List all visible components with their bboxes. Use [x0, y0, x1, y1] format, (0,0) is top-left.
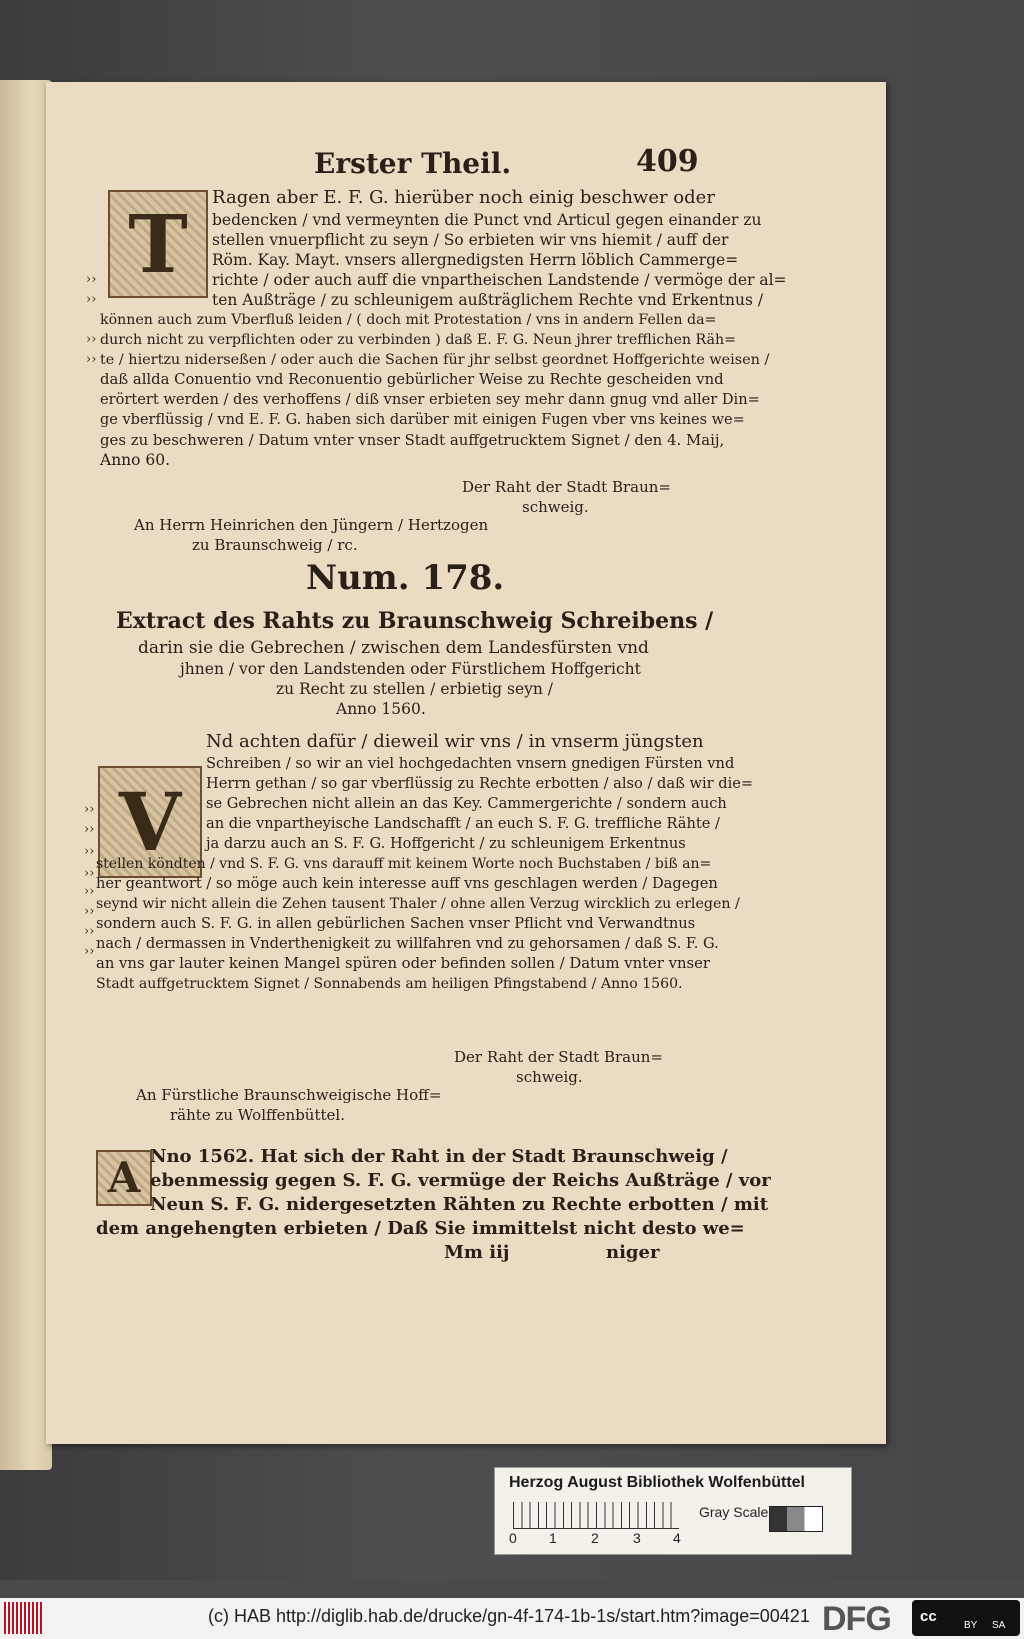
gray-scale-label: Gray Scale	[699, 1504, 769, 1520]
text-line: stellen vnuerpflicht zu seyn / So erbieten wir vns hiemit / auff der	[212, 231, 729, 249]
ruler-number: 3	[633, 1530, 641, 1546]
text-line: sondern auch S. F. G. in allen gebürlichen Sachen vnser Pflicht vnd Verwandtnus	[96, 915, 696, 932]
margin-quote-mark: ››	[86, 332, 97, 347]
gray-scale-swatch	[769, 1506, 823, 1532]
text-line: Herrn gethan / so gar vberflüssig zu Rechte erbotten / also / daß wir die=	[206, 775, 754, 792]
footer-credit-link[interactable]: (c) HAB http://diglib.hab.de/drucke/gn-4f-174-1b-1s/start.htm?image=00421	[208, 1606, 810, 1626]
text-line: ges zu beschweren / Datum vnter vnser Stadt auffgetrucktem Signet / den 4. Maij,	[100, 431, 725, 449]
text-line: stellen köndten / vnd S. F. G. vns darauff mit keinem Worte noch Buchstaben / biß an=	[96, 856, 712, 872]
margin-quote-mark: ››	[84, 924, 95, 939]
text-line: ja darzu auch an S. F. G. Hoffgericht / zu schleunigem Erkentnus	[206, 835, 686, 852]
text-line: dem angehengten erbieten / Daß Sie immittelst nicht desto we=	[96, 1218, 745, 1239]
text-line: ebenmessig gegen S. F. G. vermüge der Reichs Außträge / vor	[150, 1170, 771, 1191]
signature-line: schweig.	[522, 498, 589, 516]
ruler-number: 1	[549, 1530, 557, 1546]
text-line: können auch zum Vberfluß leiden / ( doch mit Protestation / vns in andern Fellen da=	[100, 312, 717, 328]
text-line: Anno 60.	[100, 451, 171, 469]
drop-cap-initial: T	[108, 190, 208, 298]
text-line: erörtert werden / des verhoffens / diß vnser erbieten sey mehr dann gnug vnd aller Din=	[100, 391, 760, 408]
margin-quote-mark: ››	[86, 352, 97, 367]
signature-line: schweig.	[516, 1068, 583, 1086]
text-line: Röm. Kay. Mayt. vnsers allergnedigsten Herrn löblich Cammerge=	[212, 251, 739, 269]
signature-mark: Mm iij	[444, 1242, 510, 1263]
addressee-line: zu Braunschweig / rc.	[192, 536, 358, 554]
by-icon: BY	[964, 1620, 978, 1631]
barcode-icon	[4, 1602, 44, 1634]
text-line: ten Außträge / zu schleunigem außträglichem Rechte vnd Erkentnus /	[212, 291, 764, 309]
text-line: nach / dermassen in Vnderthenigkeit zu willfahren vnd zu gehorsamen / daß S. F. G.	[96, 935, 719, 952]
text-line: Neun S. F. G. nidergesetzten Rähten zu Rechte erbotten / mit	[150, 1194, 769, 1215]
addressee-line: An Fürstliche Braunschweigische Hoff=	[136, 1086, 442, 1104]
margin-quote-mark: ››	[84, 944, 95, 959]
footer-bar	[0, 1598, 1024, 1639]
text-line: Nno 1562. Hat sich der Raht in der Stadt Braunschweig /	[150, 1146, 728, 1167]
text-line: se Gebrechen nicht allein an das Key. Cammergerichte / sondern auch	[206, 795, 727, 812]
text-line: Schreiben / so wir an viel hochgedachten vnsern gnedigen Fürsten vnd	[206, 755, 735, 772]
signature-line: Der Raht der Stadt Braun=	[454, 1048, 663, 1066]
facing-page-edge	[0, 80, 52, 1470]
book-page	[46, 82, 886, 1444]
text-line: Ragen aber E. F. G. hierüber noch einig beschwer oder	[212, 187, 715, 208]
section-title-line: zu Recht zu stellen / erbietig seyn /	[276, 680, 554, 698]
text-line: daß allda Conuentio vnd Reconuentio gebürlicher Weise zu Rechte gescheiden vnd	[100, 371, 724, 388]
ruler-number: 2	[591, 1530, 599, 1546]
signature-line: Der Raht der Stadt Braun=	[462, 478, 671, 496]
margin-quote-mark: ››	[84, 866, 95, 881]
text-line: an vns gar lauter keinen Mangel spüren oder befinden sollen / Datum vnter vnser	[96, 955, 710, 972]
text-line: richte / oder auch auff die vnpartheischen Landstende / vermöge der al=	[212, 271, 787, 289]
text-line: Nd achten dafür / dieweil wir vns / in vnserm jüngsten	[206, 731, 704, 752]
text-line: seynd wir nicht allein die Zehen tausent Thaler / ohne allen Verzug wircklich zu erlegen /	[96, 896, 740, 912]
text-line: ge vberflüssig / vnd E. F. G. haben sich darüber mit einigen Fugen vber vns keines we=	[100, 412, 745, 428]
running-head: Erster Theil.	[314, 147, 512, 180]
drop-cap-initial: V	[98, 766, 202, 878]
section-number-title: Num. 178.	[306, 558, 505, 598]
scale-ruler	[513, 1502, 679, 1529]
page-number: 409	[636, 144, 699, 179]
text-line: Stadt auffgetrucktem Signet / Sonnabends am heiligen Pfingstabend / Anno 1560.	[96, 976, 683, 992]
addressee-line: An Herrn Heinrichen den Jüngern / Hertzogen	[134, 516, 489, 534]
ruler-number: 0	[509, 1530, 517, 1546]
library-name: Herzog August Bibliothek Wolfenbüttel	[509, 1474, 805, 1491]
cc-license-badge[interactable]	[912, 1600, 1020, 1636]
margin-quote-mark: ››	[84, 884, 95, 899]
margin-quote-mark: ››	[86, 292, 97, 307]
section-title-line: Extract des Rahts zu Braunschweig Schreibens /	[116, 608, 714, 634]
margin-quote-mark: ››	[84, 802, 95, 817]
margin-quote-mark: ››	[84, 844, 95, 859]
drop-cap-initial: A	[96, 1150, 152, 1206]
addressee-line: rähte zu Wolffenbüttel.	[170, 1106, 345, 1124]
color-reference-card	[494, 1467, 852, 1555]
sa-icon: SA	[992, 1620, 1006, 1631]
text-line: te / hiertzu niderseßen / oder auch die Sachen für jhr selbst geordnet Hoffgerichte weisen /	[100, 352, 770, 368]
margin-quote-mark: ››	[86, 272, 97, 287]
text-line: an die vnpartheyische Landschafft / an euch S. F. G. treffliche Rähte /	[206, 815, 720, 832]
margin-quote-mark: ››	[84, 822, 95, 837]
section-title-line: jhnen / vor den Landstenden oder Fürstlichem Hoffgericht	[180, 660, 641, 678]
section-title-line: darin sie die Gebrechen / zwischen dem Landesfürsten vnd	[138, 638, 649, 658]
dfg-logo: DFG	[822, 1600, 891, 1638]
text-line: bedencken / vnd vermeynten die Punct vnd Articul gegen einander zu	[212, 211, 762, 229]
catchword: niger	[606, 1242, 660, 1263]
ruler-number: 4	[673, 1530, 681, 1546]
section-title-line: Anno 1560.	[336, 700, 426, 718]
text-line: durch nicht zu verpflichten oder zu verbinden ) daß E. F. G. Neun jhrer trefflichen Räh=	[100, 332, 736, 348]
margin-quote-mark: ››	[84, 904, 95, 919]
text-line: her geantwort / so möge auch kein interesse auff vns geschlagen werden / Dagegen	[96, 875, 718, 892]
cc-icon: cc	[920, 1608, 937, 1625]
